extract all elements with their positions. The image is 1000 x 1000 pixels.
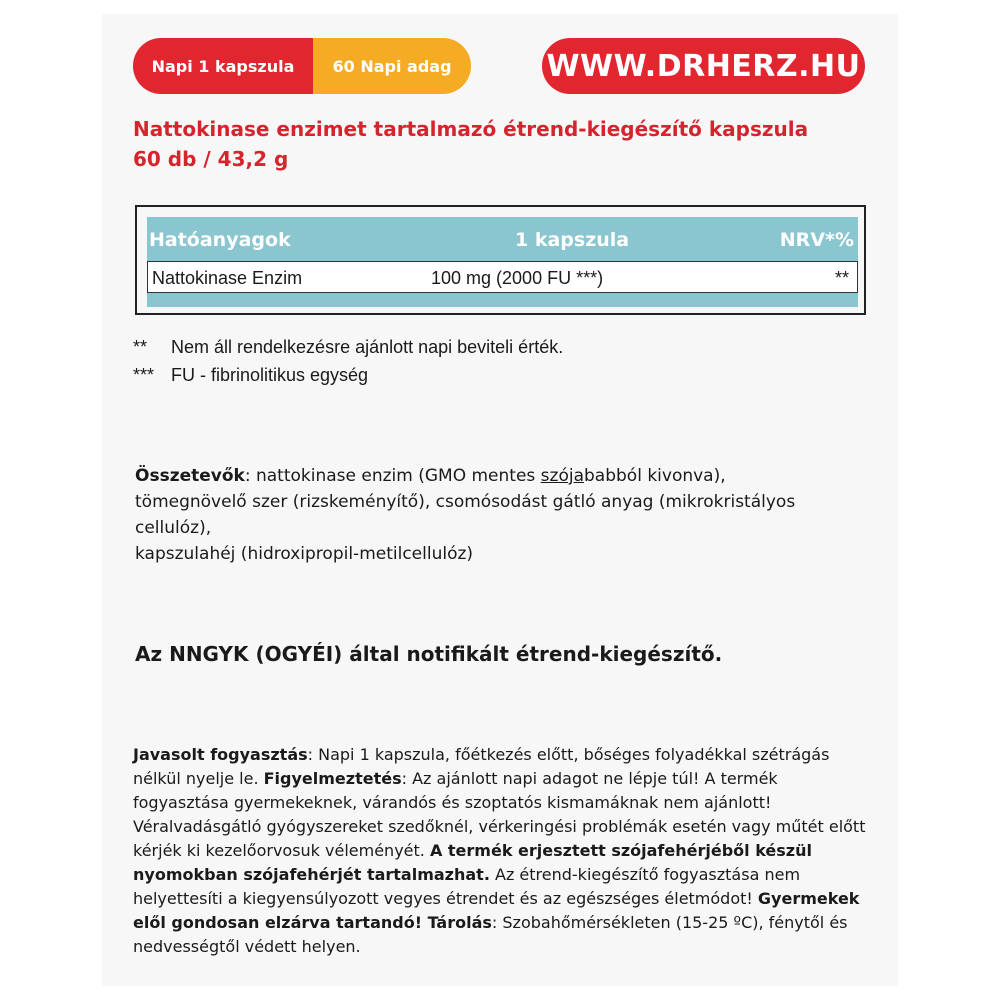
ingredient-name-cell: Nattokinase Enzim [152,268,303,288]
ingredients-line: kapszulahéj (hidroxipropil-metilcellulóz) [135,544,474,564]
soy-statement: A termék erjesztett szójafehérjéből készül nyomokban szójafehérjét tartalmazhat. [133,841,812,884]
ingredients-text: babból kivonva), [584,466,726,486]
storage-label: Tárolás [422,913,492,932]
ingredients-section [135,463,875,567]
ingredients-text: : nattokinase enzim (GMO mentes [244,466,541,486]
usage-label: Javasolt fogyasztás [133,745,308,764]
servings-badge: 60 Napi adag [313,38,471,94]
footnote-mark: *** [133,365,155,385]
table-header [147,217,858,261]
diet-statement: Az étrend-kiegészítő fogyasztása nem helyettesíti a kiegyensúlyozott vegyes étrendet és az egészséges életmódot! [133,865,801,908]
nutrition-table [135,205,866,315]
product-title [133,114,873,174]
usage-text: : Napi 1 kapszula, főétkezés előtt, bőséges folyadékkal szétrágás nélkül nyelje le. [133,745,830,788]
table-footer-band [147,293,858,307]
ingredients-line: tömegnövelő szer (rizskeményítő), csomósodást gátló anyag (mikrokristályos cellulóz), [135,492,796,538]
footnote-item [133,333,563,361]
allergen-highlight: szója [540,466,584,486]
daily-dose-badge: Napi 1 kapszula [133,38,313,94]
nrv-cell: ** [834,268,849,288]
product-title-line: Nattokinase enzimet tartalmazó étrend-kiegészítő kapszula [133,117,809,141]
children-warning: Gyermekek elől gondosan elzárva tartandó! [133,889,860,932]
ingredients-line [135,463,875,489]
footnote-mark: ** [133,337,148,357]
footnote-text: Nem áll rendelkezésre ajánlott napi beviteli érték. [171,337,564,357]
storage-text: : Szobahőmérsékleten (15-25 ºC), fénytől és nedvességtől védett helyen. [133,913,848,956]
column-header-per-capsule: 1 kapszula [515,229,630,251]
usage-instructions [133,743,873,959]
warning-label: Figyelmeztetés [263,769,402,788]
website-badge: WWW.DRHERZ.HU [542,38,865,94]
notification-statement: Az NNGYK (OGYÉI) által notifikált étrend-kiegészítő. [135,642,723,666]
warning-text: : Az ajánlott napi adagot ne lépje túl! A termék fogyasztása gyermekeknek, várandós és szoptatós kismamáknak nem ajánlott! Véralvadásgátló gyógyszereket szedőknél, vérkeringési problémák esetén vagy műtét előtt kérjék ki kezelőorvosuk véleményét. [133,769,866,860]
table-row [147,261,858,293]
footnote-item [133,361,563,389]
amount-cell: 100 mg (2000 FU ***) [431,268,604,288]
footnote-text: FU - fibrinolitikus egység [171,365,369,385]
ingredients-label: Összetevők [135,466,245,486]
dosage-badge [133,38,471,94]
column-header-nrv: NRV*% [779,229,854,251]
product-quantity-line: 60 db / 43,2 g [133,147,289,171]
footnotes [133,333,563,389]
column-header-active-ingredients: Hatóanyagok [149,229,291,251]
